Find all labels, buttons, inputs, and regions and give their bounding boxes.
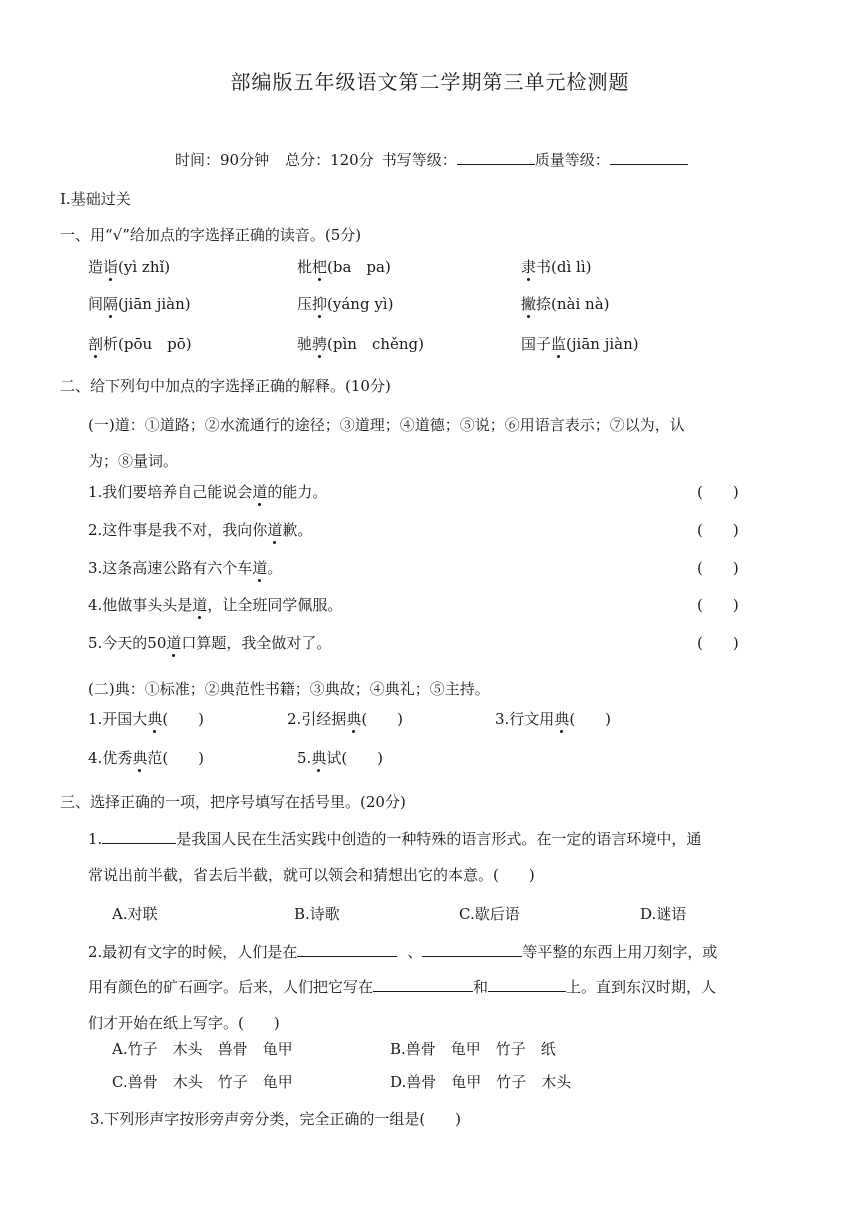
q3-item1-option[interactable]: C.歇后语 <box>459 905 520 923</box>
q3-heading: 三、选择正确的一项，把序号填写在括号里。(20分) <box>60 793 406 811</box>
quality-grade-label: 质量等级： <box>534 151 610 169</box>
q3-item2-option[interactable]: D.兽骨 龟甲 竹子 木头 <box>390 1073 572 1091</box>
q3-item2-option[interactable]: B.兽骨 龟甲 竹子 纸 <box>390 1040 556 1058</box>
q3-item1-option[interactable]: A.对联 <box>112 905 158 923</box>
writing-grade-label: 书写等级： <box>381 151 457 169</box>
q3-item1-blank[interactable] <box>102 829 176 844</box>
q1-item[interactable]: 驰骋(pìn chěng) <box>297 335 424 353</box>
answer-paren[interactable]: ( ) <box>697 634 739 652</box>
section-heading: Ⅰ.基础过关 <box>60 190 131 208</box>
q3-item2-blank[interactable] <box>297 942 397 957</box>
q2-part2-definitions: (二)典：①标准；②典范性书籍；③典故；④典礼；⑤主持。 <box>88 680 490 698</box>
q2-sentence: 4.他做事头头是道，让全班同学佩服。 <box>88 596 343 614</box>
answer-paren[interactable]: ( ) <box>697 559 739 577</box>
writing-grade-blank[interactable] <box>457 150 535 165</box>
q3-item1-line2: 常说出前半截，省去后半截，就可以领会和猜想出它的本意。( ) <box>88 866 535 884</box>
q3-item2-option[interactable]: C.兽骨 木头 竹子 龟甲 <box>112 1073 293 1091</box>
q3-item3: 3.下列形声字按形旁声旁分类，完全正确的一组是( ) <box>90 1110 462 1128</box>
q2-sentence: 3.这条高速公路有六个车道。 <box>88 559 283 577</box>
answer-paren[interactable]: ( ) <box>697 596 739 614</box>
q2-heading: 二、给下列句中加点的字选择正确的解释。(10分) <box>60 377 391 395</box>
q3-item1-option[interactable]: D.谜语 <box>640 905 687 923</box>
q1-item[interactable]: 造诣(yì zhǐ) <box>88 258 171 276</box>
q2-dian-item[interactable]: 4.优秀典范( ) <box>88 749 205 767</box>
q3-item2-line3: 们才开始在纸上写字。( ) <box>88 1014 280 1032</box>
exam-info-line <box>175 150 688 170</box>
total-score-label: 总分：120分 <box>285 151 374 169</box>
exam-title: 部编版五年级语文第二学期第三单元检测题 <box>230 70 630 94</box>
q3-item2-line2: 用有颜色的矿石画字。后来，人们把它写在 和 上。直到东汉时期，人 <box>88 978 717 996</box>
q3-item2-line1: 2.最初有文字的时候，人们是在 、 等平整的东西上用刀刻字，或 <box>88 943 718 961</box>
answer-paren[interactable]: ( ) <box>697 483 739 501</box>
q3-item1-option[interactable]: B.诗歌 <box>294 905 340 923</box>
q1-heading: 一、用“√”给加点的字选择正确的读音。(5分) <box>60 226 362 244</box>
q2-dian-item[interactable]: 2.引经据典( ) <box>287 710 404 728</box>
answer-paren[interactable]: ( ) <box>697 521 739 539</box>
q3-item2-option[interactable]: A.竹子 木头 兽骨 龟甲 <box>112 1040 293 1058</box>
q1-item[interactable]: 剖析(pōu pō) <box>88 335 192 353</box>
q1-item[interactable]: 枇杷(ba pa) <box>297 258 391 276</box>
q3-item2-blank[interactable] <box>488 977 566 992</box>
q1-item[interactable]: 隶书(dì lì) <box>521 258 592 276</box>
q1-item[interactable]: 间隔(jiān jiàn) <box>88 295 191 313</box>
q2-part1-definitions: (一)道：①道路；②水流通行的途径；③道理；④道德；⑤说；⑥用语言表示；⑦以为，认 <box>88 416 685 434</box>
q3-item1-line1: 1. 是我国人民在生活实践中创造的一种特殊的语言形式。在一定的语言环境中，通 <box>88 830 702 848</box>
q2-sentence: 2.这件事是我不对，我向你道歉。 <box>88 521 313 539</box>
time-label: 时间：90分钟 <box>175 151 270 169</box>
q2-sentence: 1.我们要培养自己能说会道的能力。 <box>88 483 328 501</box>
q3-item2-blank[interactable] <box>373 977 473 992</box>
q2-sentence: 5.今天的50道口算题，我全做对了。 <box>88 634 332 652</box>
q3-item2-blank[interactable] <box>422 942 522 957</box>
q2-dian-item[interactable]: 1.开国大典( ) <box>88 710 205 728</box>
q1-item[interactable]: 撇捺(nài nà) <box>521 295 610 313</box>
q2-dian-item[interactable]: 5.典试( ) <box>297 749 384 767</box>
q1-item[interactable]: 压抑(yáng yì) <box>297 295 394 313</box>
quality-grade-blank[interactable] <box>610 150 688 165</box>
q2-dian-item[interactable]: 3.行文用典( ) <box>495 710 612 728</box>
q2-part1-definitions-cont: 为；⑧量词。 <box>88 452 179 470</box>
q1-item[interactable]: 国子监(jiān jiàn) <box>521 335 639 353</box>
